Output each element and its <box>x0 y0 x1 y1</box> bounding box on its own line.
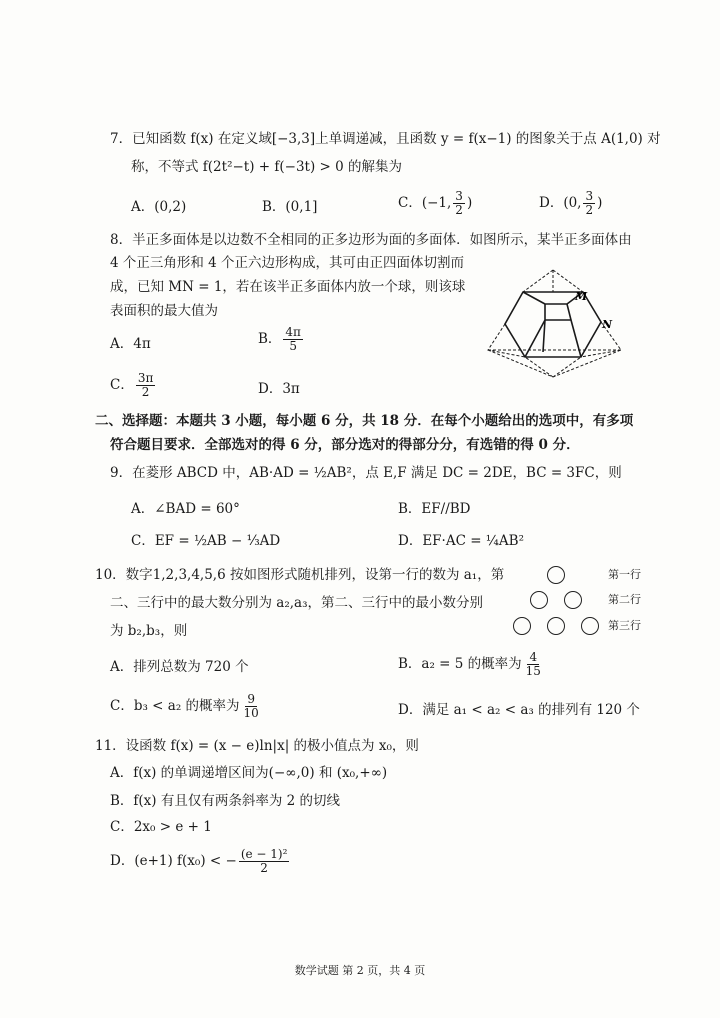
number-slot-circle <box>564 591 582 609</box>
number-slot-circle <box>530 591 548 609</box>
polyhedron-edges-inner <box>523 292 583 357</box>
q9-option-b: B．EF//BD <box>398 501 471 517</box>
q7-stem-line2: 称，不等式 f(2t²−t) + f(−3t) > 0 的解集为 <box>131 159 403 175</box>
q8-option-c: C． $\frac{3\pi}{2}$ <box>110 371 154 399</box>
q7-stem-line1: 7．已知函数 f(x) 在定义域[−3,3]上单调递减，且函数 y = f(x−1) 的图象关于点 A(1,0) 对 <box>110 131 661 147</box>
q8-option-b: B． $\frac{4\pi}{5}$ <box>258 325 301 353</box>
q11-option-a: A．f(x) 的单调递增区间为(−∞,0) 和 (x₀,+∞) <box>110 765 388 781</box>
number-slot-circle <box>581 617 599 635</box>
q9-stem: 9．在菱形 ABCD 中，AB·AD = ½AB²，点 E,F 满足 DC = 2DE，BC = 3FC，则 <box>110 465 622 481</box>
number-slot-circle <box>547 566 565 584</box>
q8-option-d: D．3π <box>258 381 300 397</box>
row-label-2: 第二行 <box>608 593 641 606</box>
q9-option-a: A．∠BAD = 60° <box>131 501 240 517</box>
q10-option-d: D．满足 a₁ < a₂ < a₃ 的排列有 120 个 <box>398 702 640 718</box>
row-label-1: 第一行 <box>608 568 641 581</box>
label-n: N <box>602 318 613 331</box>
q7-option-b: B．(0,1] <box>262 199 318 215</box>
q10-option-b: B．a₂ = 5 的概率为 $\frac{4}{15}$ <box>398 650 541 678</box>
q11-stem: 11．设函数 f(x) = (x − e)ln|x| 的极小值点为 x₀，则 <box>95 738 419 754</box>
q7-option-d: D．(0, $\frac{3}{2}$ ) <box>539 189 603 217</box>
q8-stem-line4: 表面积的最大值为 <box>110 303 218 319</box>
page-footer: 数学试题 第 2 页，共 4 页 <box>294 964 426 977</box>
truncated-tetrahedron-figure <box>483 262 628 387</box>
q9-option-d: D．EF·AC = ¼AB² <box>398 533 524 549</box>
label-m: M <box>575 290 588 303</box>
q11-option-d: D．(e+1) f(x₀) < − $\frac{\text{(e − 1)²}}{2}$ <box>110 847 288 875</box>
q10-stem-line3: 为 b₂,b₃，则 <box>110 623 188 639</box>
q7-option-a: A．(0,2) <box>131 199 187 215</box>
row-label-3: 第三行 <box>608 619 641 632</box>
q8-stem-line3: 成，已知 MN = 1，若在该半正多面体内放一个球，则该球 <box>110 279 466 295</box>
q10-stem-line2: 二、三行中的最大数分别为 a₂,a₃，第二、三行中的最小数分别 <box>110 595 484 611</box>
section2-header-line1: 二、选择题：本题共 3 小题，每小题 6 分，共 18 分．在每个小题给出的选项中，有多项 <box>95 413 634 429</box>
number-slot-circle <box>547 617 565 635</box>
q9-option-c: C．EF = ½AB − ⅓AD <box>131 533 281 549</box>
q8-option-a: A．4π <box>110 336 151 352</box>
section2-header-line2: 符合题目要求．全部选对的得 6 分，部分选对的得部分分，有选错的得 0 分． <box>110 437 580 453</box>
number-slot-circle <box>513 617 531 635</box>
q7-option-c: C．(−1, $\frac{3}{2}$ ) <box>398 189 473 217</box>
q8-stem-line1: 8．半正多面体是以边数不全相同的正多边形为面的多面体．如图所示，某半正多面体由 <box>110 232 632 248</box>
q10-stem-line1: 10．数字1,2,3,4,5,6 按如图形式随机排列，设第一行的数为 a₁，第 <box>95 567 505 583</box>
q8-stem-line2: 4 个正三角形和 4 个正六边形构成，其可由正四面体切割而 <box>110 255 465 271</box>
q11-option-b: B．f(x) 有且仅有两条斜率为 2 的切线 <box>110 793 341 809</box>
q11-option-c: C．2x₀ > e + 1 <box>110 819 212 835</box>
q10-option-c: C．b₃ < a₂ 的概率为 $\frac{9}{10}$ <box>110 692 259 720</box>
q10-option-a: A．排列总数为 720 个 <box>110 659 249 675</box>
